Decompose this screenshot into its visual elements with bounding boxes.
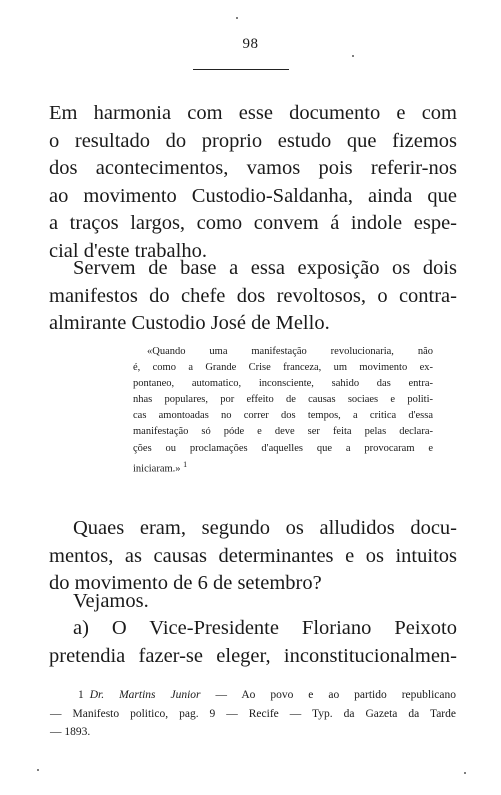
quote-line: cas amontoadas no correr dos tempos, a critica d'essa — [133, 410, 433, 422]
page-number: 98 — [242, 36, 259, 52]
paragraph-2 — [49, 255, 457, 338]
text-line: almirante Custodio José de Mello. — [49, 312, 330, 334]
text-line: Servem de base a essa exposição os dois — [73, 257, 457, 279]
text-line: do movimento de 6 de setembro? — [49, 572, 322, 594]
paragraph-1 — [49, 100, 457, 265]
quote-line: «Quando uma manifestação revolucionaria, não — [147, 346, 433, 357]
text-line: mentos, as causas determinantes e os intuitos — [49, 544, 457, 567]
header-rule — [193, 69, 289, 70]
print-speck — [37, 769, 39, 771]
quote-line: ções ou proclamações d'aquelles que a provocaram e — [133, 442, 433, 454]
footnote-marker: 1 — [78, 689, 84, 701]
text-line: manifestos do chefe dos revoltosos, o contra- — [49, 284, 457, 307]
text-line: pretendia fazer-se eleger, inconstitucionalmen- — [49, 644, 457, 667]
text-line: Em harmonia com esse documento e com — [49, 102, 457, 124]
paragraph-4 — [49, 588, 457, 616]
quote-line: é, como a Grande Crise franceza, um movimento ex- — [133, 362, 433, 374]
quote-line: manifestação só póde e deve ser feita pelas declara- — [133, 426, 433, 438]
quote-line-text: iniciaram.» — [133, 463, 181, 475]
footnote-author: Dr. Martins Junior — [89, 689, 201, 701]
footnote-reference: 1 — [183, 459, 188, 469]
footnote-text: — Ao povo e ao partido republicano — [215, 689, 457, 701]
quote-line: nhas populares, por effeito de causas sociaes e politi- — [133, 394, 433, 406]
footnote-line: — 1893. — [50, 726, 91, 738]
text-line: o resultado do proprio estudo que fizemos — [49, 129, 457, 152]
text-line: Vejamos. — [73, 590, 149, 612]
quote-line: pontaneo, automatico, inconsciente, sahido das entra- — [133, 378, 433, 390]
text-line: a) O Vice-Presidente Floriano Peixoto — [73, 617, 457, 639]
text-line: dos acontecimentos, vamos pois referir-nos — [49, 157, 457, 179]
print-speck — [352, 55, 354, 57]
text-line: cial d'este trabalho. — [49, 239, 207, 262]
text-line: Quaes eram, segundo os alludidos docu- — [73, 517, 457, 539]
footnote-line: — Manifesto politico, pag. 9 — Recife — Typ. da Gazeta da Tarde — [50, 707, 456, 720]
footnote-line — [50, 686, 456, 705]
paragraph-5 — [49, 615, 457, 670]
footnote — [50, 686, 456, 742]
paragraph-3 — [49, 515, 457, 598]
print-speck — [464, 772, 466, 774]
quote-last-line — [133, 457, 433, 478]
text-line: ao movimento Custodio-Saldanha, ainda que — [49, 184, 457, 207]
text-line: a traços largos, como convem á indole espe- — [49, 212, 457, 234]
print-speck — [236, 17, 238, 19]
block-quote — [133, 344, 433, 477]
